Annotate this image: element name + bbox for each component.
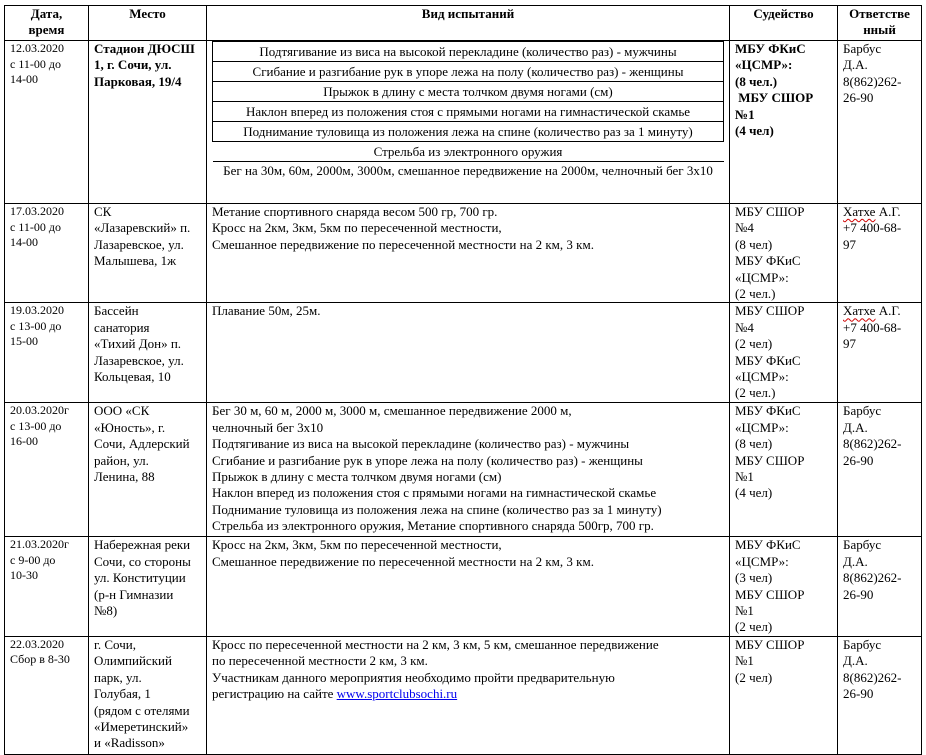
place-cell: СК «Лазаревский» п. Лазаревское, ул. Малышева, 1ж [89,204,207,303]
table-row [5,303,922,403]
table-row [5,204,922,303]
header-responsible: Ответстве нный [838,6,922,41]
judges-cell: МБУ СШОР №4 (8 чел) МБУ ФКиС «ЦСМР»: (2 чел.) [730,204,838,303]
judges-cell: МБУ СШОР №1 (2 чел) [730,636,838,754]
judges-cell: МБУ ФКиС «ЦСМР»: (8 чел) МБУ СШОР №1 (4 чел) [730,403,838,537]
schedule-table [4,5,922,755]
header-place: Место [89,6,207,41]
responsible-cell: Барбус Д.А. 8(862)262- 26-90 [838,41,922,204]
place-cell: Набережная реки Сочи, со стороны ул. Конституции (р-н Гимназии №8) [89,537,207,636]
responsible-cell: Хатхе А.Г. +7 400-68- 97 [838,303,922,403]
test-item: Сгибание и разгибание рук в упоре лежа на полу (количество раз) - женщины [212,452,643,468]
test-item: Сгибание и разгибание рук в упоре лежа на полу (количество раз) - женщины [213,62,724,82]
tests-cell [207,537,730,636]
date-cell: 22.03.2020 Сбор в 8-30 [5,636,89,754]
date-cell: 20.03.2020г с 13-00 до 16-00 [5,403,89,537]
header-judges: Судейство [730,6,838,41]
tests-cell [207,204,730,303]
place-cell: Стадион ДЮСШ 1, г. Сочи, ул. Парковая, 19/4 [89,41,207,204]
test-item: Кросс на 2км, 3км, 5км по пересеченной местности, [212,220,502,236]
test-item: челночный бег 3х10 [212,419,324,435]
place-cell: г. Сочи, Олимпийский парк, ул. Голубая, 1 (рядом с отелями «Имеретинский» и «Radisson» [89,636,207,754]
test-item: Кросс на 2км, 3км, 5км по пересеченной местности, [212,537,502,553]
responsible-cell: Барбус Д.А. 8(862)262- 26-90 [838,636,922,754]
test-item: Наклон вперед из положения стоя с прямыми ногами на гимнастической скамье [213,102,724,122]
test-item: Подтягивание из виса на высокой перекладине (количество раз) - мужчины [212,436,630,452]
tests-cell [207,636,730,754]
test-item: Наклон вперед из положения стоя с прямыми ногами на гимнастической скамье [212,485,657,501]
tests-cell [207,41,730,204]
test-item: Стрельба из электронного оружия, Метание спортивного снаряда 500гр, 700 гр. [212,518,654,534]
test-item: Смешанное передвижение по пересеченной местности на 2 км, 3 км. [212,236,594,252]
test-item: Кросс по пересеченной местности на 2 км, 3 км, 5 км, смешанное передвижение [212,636,659,652]
test-item: Подтягивание из виса на высокой перекладине (количество раз) - мужчины [213,42,724,62]
tests-subtable [212,41,724,179]
tests-cell [207,403,730,537]
table-row [5,636,922,754]
date-cell: 21.03.2020г с 9-00 до 10-30 [5,537,89,636]
date-cell: 17.03.2020 с 11-00 до 14-00 [5,204,89,303]
judges-cell: МБУ ФКиС «ЦСМР»: (8 чел.) МБУ СШОР №1 (4 чел) [730,41,838,204]
test-item: Плавание 50м, 25м. [212,303,321,319]
responsible-cell: Барбус Д.А. 8(862)262- 26-90 [838,537,922,636]
responsible-name: Хатхе [843,204,876,219]
place-cell: ООО «СК «Юность», г. Сочи, Адлерский район, ул. Ленина, 88 [89,403,207,537]
responsible-cell: Барбус Д.А. 8(862)262- 26-90 [838,403,922,537]
table-row [5,41,922,204]
test-item: по пересеченной местности 2 км, 3 км. [212,653,428,669]
test-item: Стрельба из электронного оружия [213,142,724,162]
table-row [5,403,922,537]
test-item: Участникам данного мероприятия необходимо пройти предварительную [212,669,615,685]
test-item: Прыжок в длину с места толчком двумя ногами (см) [213,82,724,102]
header-row [5,6,922,41]
test-item: Бег на 30м, 60м, 2000м, 3000м, смешанное передвижение на 2000м, челночный бег 3х10 [213,162,724,180]
test-item: Поднимание туловища из положения лежа на спине (количество раз за 1 минуту) [212,501,662,517]
test-item: Прыжок в длину с места толчком двумя ногами (см) [212,469,502,485]
date-cell: 12.03.2020 с 11-00 до 14-00 [5,41,89,204]
test-item: Метание спортивного снаряда весом 500 гр, 700 гр. [212,204,498,219]
test-item: Бег 30 м, 60 м, 2000 м, 3000 м, смешанное передвижение 2000 м, [212,403,572,419]
judges-cell: МБУ ФКиС «ЦСМР»: (3 чел) МБУ СШОР №1 (2 чел) [730,537,838,636]
website-link[interactable]: www.sportclubsochi.ru [336,686,458,702]
responsible-cell: Хатхе А.Г. +7 400-68- 97 [838,204,922,303]
date-cell: 19.03.2020 с 13-00 до 15-00 [5,303,89,403]
responsible-name: Хатхе [843,303,876,319]
place-cell: Бассейн санатория «Тихий Дон» п. Лазаревское, ул. Кольцевая, 10 [89,303,207,403]
header-date: Дата, время [5,6,89,41]
tests-cell [207,303,730,403]
judges-cell: МБУ СШОР №4 (2 чел) МБУ ФКиС «ЦСМР»: (2 чел.) [730,303,838,403]
test-item: регистрацию на сайте [212,686,337,702]
table-row [5,537,922,636]
test-item: Смешанное передвижение по пересеченной местности на 2 км, 3 км. [212,553,594,569]
test-item: Поднимание туловища из положения лежа на спине (количество раз за 1 минуту) [213,122,724,142]
header-tests: Вид испытаний [207,6,730,41]
